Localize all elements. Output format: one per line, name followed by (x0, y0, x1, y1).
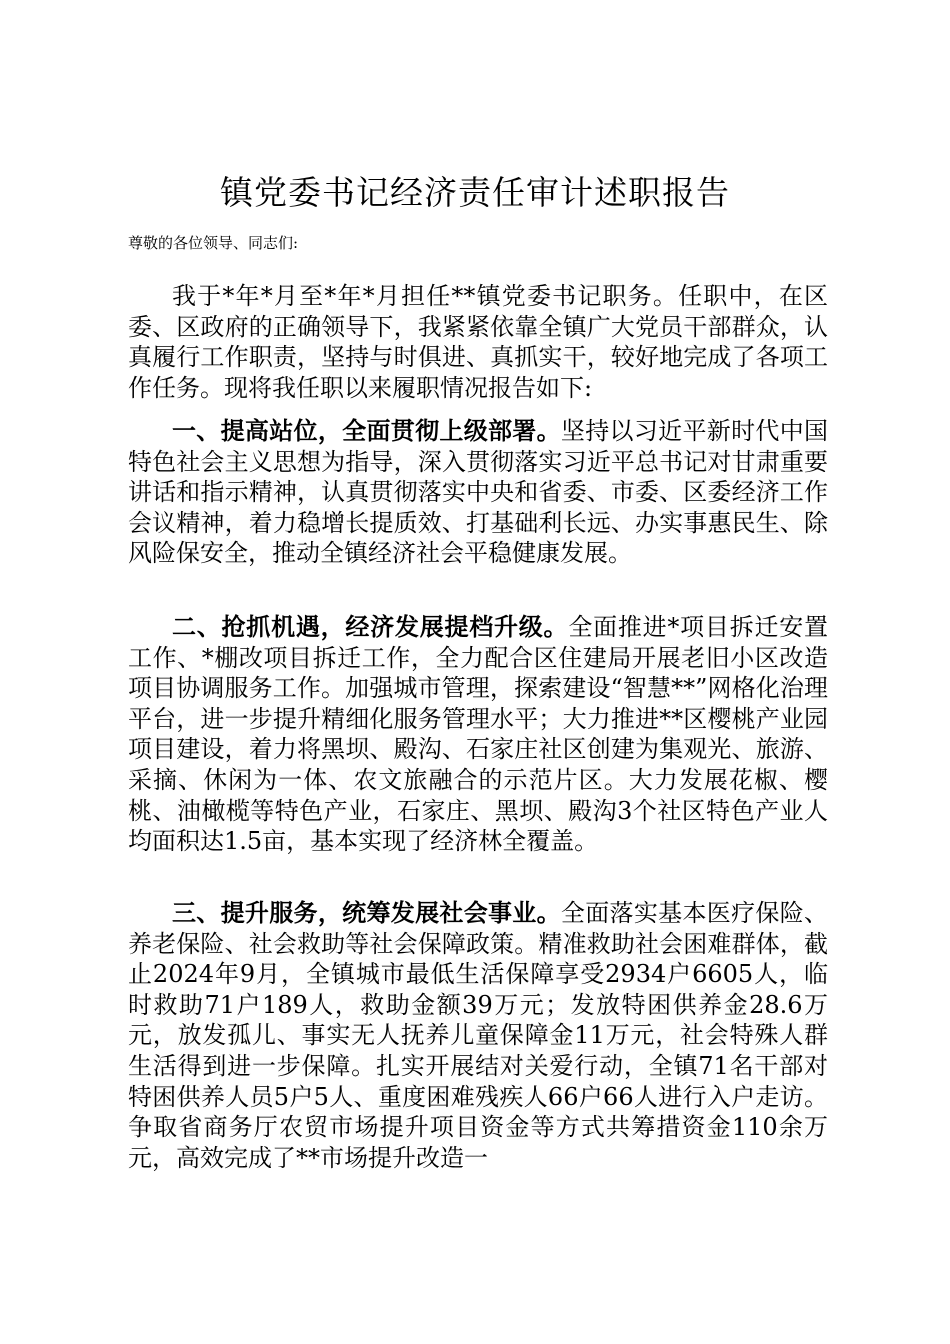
salutation: 尊敬的各位领导、同志们: (128, 234, 299, 252)
intro-paragraph: 我于*年*月至*年*月担任**镇党委书记职务。任职中，在区委、区政府的正确领导下，我紧紧依靠全镇广大党员干部群众，认真履行工作职责，坚持与时俱进、真抓实干，较好地完成了各项工作任务。现将我任职以来履职情况报告如下: (128, 282, 828, 402)
section-heading-3: 三、提升服务，统筹发展社会事业。 (172, 898, 561, 927)
section-text-3: 全面落实基本医疗保险、养老保险、社会救助等社会保障政策。精准救助社会困难群体，截止2024年9月，全镇城市最低生活保障享受2934户6605人，临时救助71户189人，救助金额39万元；发放特困供养金28.6万元，放发孤儿、事实无人抚养儿童保障金11万元，社会特殊人群生活得到进一步保障。扎实开展结对关爱行动，全镇71名干部对特困供养人员5户5人、重度困难残疾人66户66人进行入户走访。争取省商务厅农贸市场提升项目资金等方式共筹措资金110余万元，高效完成了**市场提升改造一 (128, 899, 828, 1172)
section-paragraph-1 (128, 416, 828, 569)
section-heading-2: 二、抢抓机遇，经济发展提档升级。 (172, 612, 569, 641)
section-text-1: 坚持以习近平新时代中国特色社会主义思想为指导，深入贯彻落实习近平总书记对甘肃重要讲话和指示精神，认真贯彻落实中央和省委、市委、区委经济工作会议精神，着力稳增长提质效、打基础利长远、办实事惠民生、除风险保安全，推动全镇经济社会平稳健康发展。 (128, 417, 828, 568)
section-text-2: 全面推进*项目拆迁安置工作、*棚改项目拆迁工作，全力配合区住建局开展老旧小区改造项目协调服务工作。加强城市管理，探索建设“智慧**”网格化治理平台，进一步提升精细化服务管理水平；大力推进**区樱桃产业园项目建设，着力将黑坝、殿沟、石家庄社区创建为集观光、旅游、采摘、休闲为一体、农文旅融合的示范片区。大力发展花椒、樱桃、油橄榄等特色产业，石家庄、黑坝、殿沟3个社区特色产业人均面积达1.5亩，基本实现了经济林全覆盖。 (128, 613, 829, 856)
section-paragraph-2 (128, 612, 828, 857)
section-paragraph-3 (128, 898, 828, 1173)
section-heading-1: 一、提高站位，全面贯彻上级部署。 (172, 416, 561, 445)
document-title: 镇党委书记经济责任审计述职报告 (220, 173, 730, 212)
